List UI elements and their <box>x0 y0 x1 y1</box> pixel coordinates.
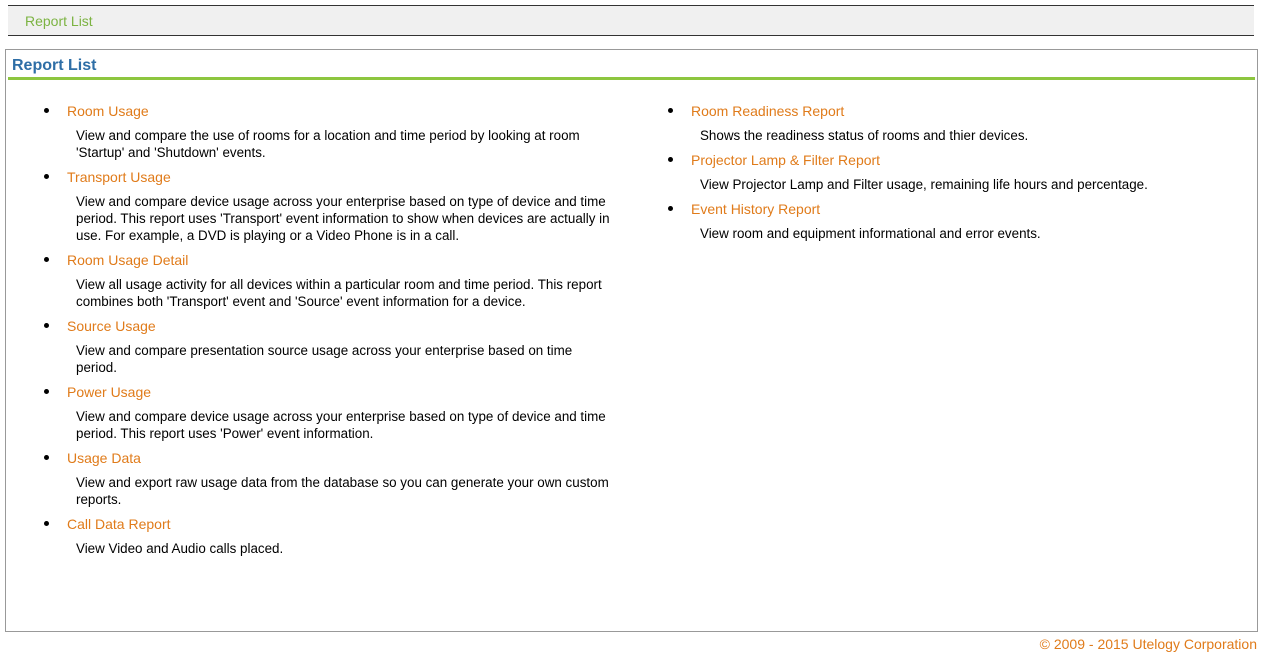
room-readiness-report-link[interactable]: Room Readiness Report <box>691 103 845 119</box>
report-description: View and compare presentation source usage across your enterprise based on time period. <box>76 343 573 375</box>
report-item-source-usage <box>40 315 610 376</box>
report-description: View Projector Lamp and Filter usage, remaining life hours and percentage. <box>700 177 1148 192</box>
power-usage-link[interactable]: Power Usage <box>67 384 152 400</box>
report-description: View room and equipment informational and error events. <box>700 226 1041 241</box>
report-description: View and compare the use of rooms for a location and time period by looking at room 'Startup' and 'Shutdown' events. <box>76 128 580 160</box>
report-description: Shows the readiness status of rooms and thier devices. <box>700 128 1029 143</box>
report-item-transport-usage <box>40 166 610 244</box>
room-usage-link[interactable]: Room Usage <box>67 103 149 119</box>
report-item-usage-data <box>40 447 610 508</box>
bullet-icon <box>668 157 673 162</box>
usage-data-link[interactable]: Usage Data <box>67 450 141 466</box>
title-divider <box>8 77 1255 80</box>
report-description: View Video and Audio calls placed. <box>76 541 284 556</box>
panel-title: Report List <box>12 57 97 74</box>
bullet-icon <box>668 206 673 211</box>
event-history-report-link[interactable]: Event History Report <box>691 201 821 217</box>
source-usage-link[interactable]: Source Usage <box>67 318 156 334</box>
breadcrumb <box>8 5 1254 36</box>
report-item-room-usage <box>40 100 610 161</box>
report-description: View and compare device usage across your enterprise based on type of device and time period. This report uses 'Transport' event information to show when devices are actually in use. For example, a DVD is playing or a Video Phone is in a call. <box>76 194 610 243</box>
report-description: View and export raw usage data from the database so you can generate your own custom reports. <box>76 475 609 507</box>
report-item-power-usage <box>40 381 610 442</box>
bullet-icon <box>44 455 49 460</box>
bullet-icon <box>44 257 49 262</box>
report-column-right <box>664 100 1224 247</box>
report-item-projector-lamp-filter <box>664 149 1224 193</box>
report-description: View and compare device usage across your enterprise based on type of device and time period. This report uses 'Power' event information. <box>76 409 606 441</box>
footer-copyright: © 2009 - 2015 Utelogy Corporation <box>1039 636 1257 652</box>
bullet-icon <box>668 108 673 113</box>
bullet-icon <box>44 108 49 113</box>
report-item-call-data-report <box>40 513 610 557</box>
report-item-room-readiness <box>664 100 1224 144</box>
report-item-room-usage-detail <box>40 249 610 310</box>
call-data-report-link[interactable]: Call Data Report <box>67 516 171 532</box>
report-description: View all usage activity for all devices within a particular room and time period. This report combines both 'Transport' event and 'Source' event information for a device. <box>76 277 602 309</box>
report-item-event-history <box>664 198 1224 242</box>
bullet-icon <box>44 521 49 526</box>
room-usage-detail-link[interactable]: Room Usage Detail <box>67 252 189 268</box>
bullet-icon <box>44 323 49 328</box>
bullet-icon <box>44 174 49 179</box>
report-list-panel <box>5 49 1258 632</box>
bullet-icon <box>44 389 49 394</box>
projector-lamp-filter-report-link[interactable]: Projector Lamp & Filter Report <box>691 152 881 168</box>
report-list-right <box>664 100 1224 242</box>
transport-usage-link[interactable]: Transport Usage <box>67 169 171 185</box>
breadcrumb-link-report-list[interactable]: Report List <box>25 13 93 29</box>
report-column-left <box>40 100 610 562</box>
report-list-left <box>40 100 610 557</box>
